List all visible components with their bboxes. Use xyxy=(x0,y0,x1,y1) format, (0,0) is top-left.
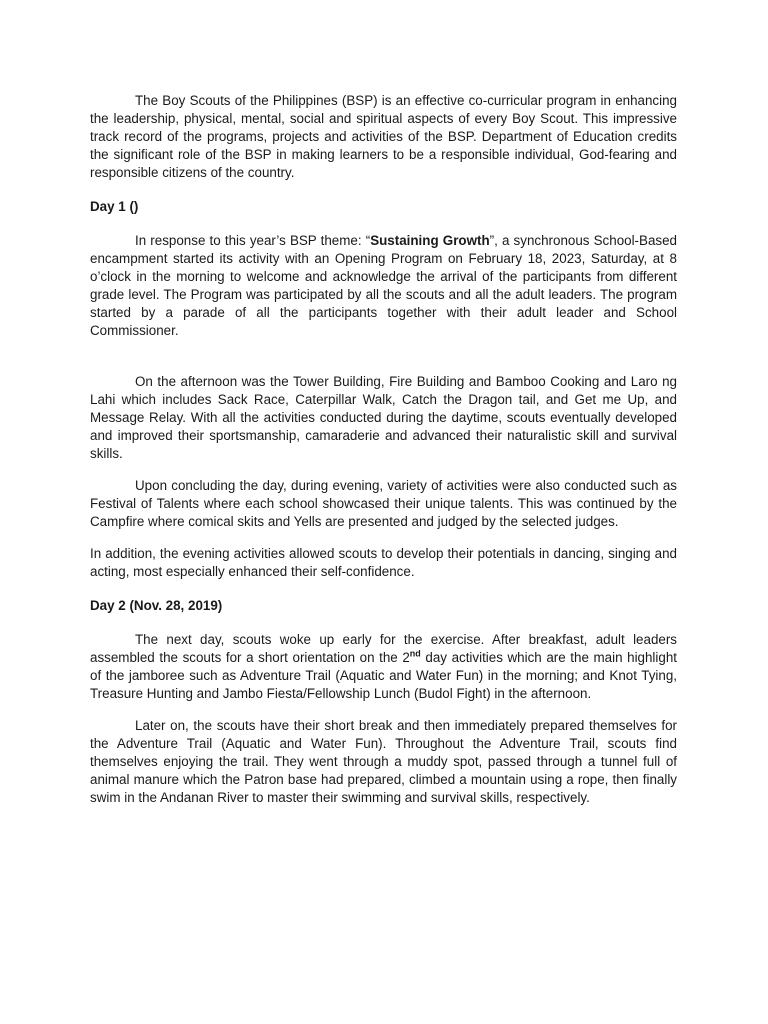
day2-paragraph-2: Later on, the scouts have their short break and then immediately prepared themselves for the Adventure Trail (Aquatic and Water Fun). Throughout the Adventure Trail, scouts find themselves enjoying the trail. They went through a muddy spot, passed through a tunnel full of animal manure which the Patron base had prepared, climbed a mountain using a rope, then finally swim in the Andanan River to master their swimming and survival skills, respectively. xyxy=(90,718,677,805)
day1-p1-text-a: In response to this year’s BSP theme: “ xyxy=(135,233,371,248)
intro-paragraph: The Boy Scouts of the Philippines (BSP) is an effective co-curricular program in enhancing the leadership, physical, mental, social and spiritual aspects of every Boy Scout. This impressive track record of the programs, projects and activities of the BSP. Department of Education credits the significant role of the BSP in making learners to be a responsible individual, God-fearing and responsible citizens of the country. xyxy=(90,93,677,180)
day1-heading: Day 1 () xyxy=(90,199,139,214)
theme-text: Sustaining Growth xyxy=(370,233,490,248)
document-page xyxy=(90,92,677,807)
day2-p1-text-a: The next day, scouts woke up early for the exercise. After breakfast, adult leaders assembled the scouts for a short orientation on the 2 xyxy=(90,632,677,665)
day2-paragraph-1 xyxy=(90,631,677,703)
day1-paragraph-1 xyxy=(90,232,677,340)
day1-paragraph-3: Upon concluding the day, during evening, variety of activities were also conducted such as Festival of Talents where each school showcased their unique talents. This was continued by the Campfire where comical skits and Yells are presented and judged by the selected judges. xyxy=(90,478,677,529)
day2-p1-text-b: day activities which are the main highlight of the jamboree such as Adventure Trail (Aquatic and Water Fun) in the morning; and Knot Tying, Treasure Hunting and Jambo Fiesta/Fellowship Lunch (Budol Fight) in the afternoon. xyxy=(90,650,678,701)
day1-paragraph-4: In addition, the evening activities allowed scouts to develop their potentials in dancing, singing and acting, most especially enhanced their self-confidence. xyxy=(90,546,677,579)
day1-paragraph-2: On the afternoon was the Tower Building, Fire Building and Bamboo Cooking and Laro ng Lahi which includes Sack Race, Caterpillar Walk, Catch the Dragon tail, and Get me Up, and Message Relay. With all the activities conducted during the daytime, scouts eventually developed and improved their sportsmanship, camaraderie and advanced their naturalistic skill and survival skills. xyxy=(90,374,677,461)
ordinal-suffix: nd xyxy=(409,648,421,659)
day2-heading: Day 2 (Nov. 28, 2019) xyxy=(90,598,223,613)
day1-p1-text-b: ”, a synchronous School-Based encampment started its activity with an Opening Program on February 18, 2023, Saturday, at 8 o’clock in the morning to welcome and acknowledge the arrival of the participants from different grade level. The Program was participated by all the scouts and all the adult leaders. The program started by a parade of all the participants together with their adult leader and School Commissioner. xyxy=(90,233,677,338)
